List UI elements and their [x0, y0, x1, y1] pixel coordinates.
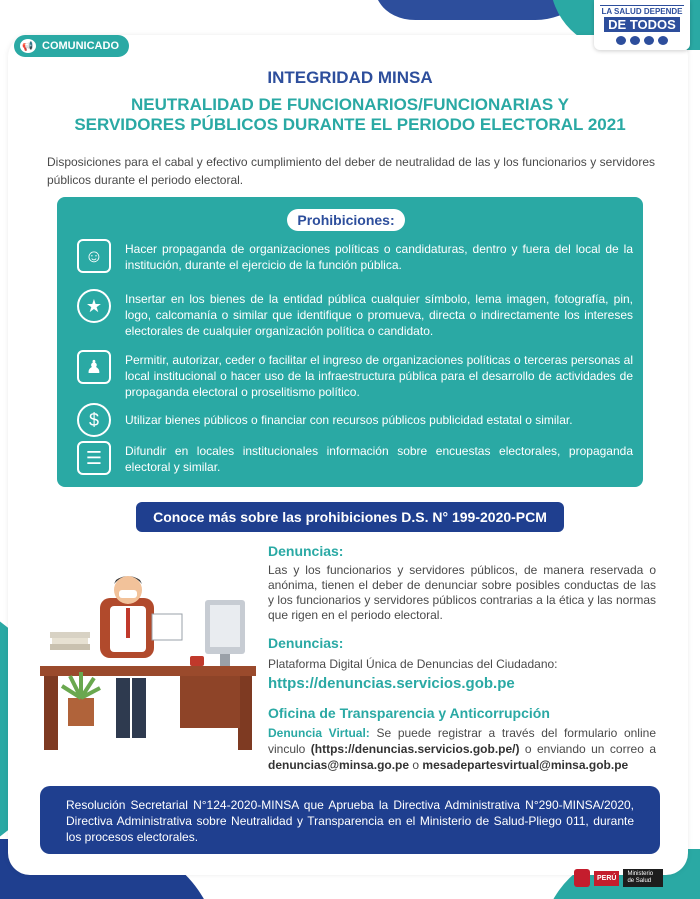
- denuncias-link[interactable]: https://denuncias.servicios.gob.pe: [268, 675, 515, 692]
- survey-icon: ☰: [77, 441, 111, 475]
- prohibition-item: [77, 441, 633, 475]
- page-subtitle: [20, 95, 680, 135]
- prohibition-text: Utilizar bienes públicos o financiar con recursos públicos publicidad estatal o similar.: [125, 413, 573, 427]
- prohibition-text: Difundir en locales institucionales información sobre encuestas electorales, propaganda electoral y similar.: [125, 444, 633, 474]
- prohibitions-panel: [57, 197, 643, 487]
- brand-line2: DE TODOS: [604, 17, 680, 32]
- megaphone-icon: 📢: [20, 39, 36, 53]
- page-title: INTEGRIDAD MINSA: [267, 68, 433, 87]
- brand-logo: [594, 0, 690, 50]
- country-label: PERÚ: [594, 871, 619, 886]
- meeting-room-icon: ♟: [77, 350, 111, 384]
- comunicado-badge: [14, 35, 129, 57]
- section-heading: Denuncias:: [268, 635, 344, 651]
- people-meeting-icon: ☺: [77, 239, 111, 273]
- conoce-mas-button[interactable]: Conoce más sobre las prohibiciones D.S. N° 199-2020-PCM: [136, 502, 564, 532]
- section-text: Plataforma Digital Única de Denuncias del Ciudadano:: [268, 657, 558, 671]
- section-text-part: Se puede registrar a través del formulario online vinculo: [268, 726, 656, 756]
- ministry-label: Ministerio de Salud: [623, 869, 663, 887]
- intro-text: Disposiciones para el cabal y efectivo cumplimiento del deber de neutralidad de las y los funcionarios y servidores públicos durante el periodo electoral.: [47, 155, 655, 187]
- coat-of-arms-icon: [574, 869, 590, 887]
- email-link[interactable]: mesadepartesvirtual@minsa.gob.pe: [422, 758, 629, 772]
- coins-icon: $: [77, 403, 111, 437]
- prohibition-text: Permitir, autorizar, ceder o facilitar el ingreso de organizaciones políticas o terceras personas al local institucional o hacer uso de la infraestructura pública para el desarrollo de actividades de propaganda electoral o proselitismo político.: [125, 353, 633, 399]
- prohibition-text: Insertar en los bienes de la entidad pública cualquier símbolo, lema imagen, fotografía, pin, logo, calcomanía o similar que identifique o promueva, directa o indirectamente los intereses electorales de cualquier organización política o candidato.: [125, 292, 633, 338]
- prohibitions-title: Prohibiciones:: [287, 209, 405, 231]
- denuncias-section-1: [268, 543, 656, 623]
- prohibition-text: Hacer propaganda de organizaciones políticas o candidaturas, dentro y fuera del local de la institución, durante el ejercicio de la función pública.: [125, 242, 633, 272]
- section-text: Las y los funcionarios y servidores públicos, de manera reservada o anónima, tienen el deber de denunciar sobre posibles conductas de las y los funcionarios y servidores públicos contrarias a la ética y las normas que rigen en el periodo electoral.: [268, 563, 656, 622]
- section-text-part: o: [409, 758, 423, 772]
- sticker-icon: ★: [77, 289, 111, 323]
- government-logo: [574, 869, 663, 887]
- form-link[interactable]: (https://denuncias.servicios.gob.pe/): [310, 742, 520, 756]
- brand-line1: LA SALUD DEPENDE: [601, 7, 683, 16]
- oficina-section: [268, 705, 656, 773]
- prohibition-item: [77, 239, 633, 273]
- section-heading: Oficina de Transparencia y Anticorrupción: [268, 705, 550, 721]
- badge-label: COMUNICADO: [42, 40, 119, 52]
- section-text: [268, 725, 656, 773]
- prohibition-item: [77, 289, 633, 339]
- denuncia-virtual-label: Denuncia Virtual:: [268, 726, 370, 740]
- subtitle-line1: NEUTRALIDAD DE FUNCIONARIOS/FUNCIONARIAS Y: [131, 95, 569, 114]
- section-text-part: o enviando un correo a: [519, 742, 657, 756]
- prohibition-item: [77, 350, 633, 400]
- prohibition-item: [77, 403, 633, 437]
- denuncias-section-2: [268, 635, 656, 692]
- section-heading: Denuncias:: [268, 543, 344, 559]
- brand-icons: [594, 36, 690, 45]
- subtitle-line2: SERVIDORES PÚBLICOS DURANTE EL PERIODO ELECTORAL 2021: [74, 115, 626, 134]
- office-worker-illustration: [40, 570, 260, 750]
- resolution-box: Resolución Secretarial N°124-2020-MINSA que Aprueba la Directiva Administrativa N°290-MINSA/2020, Directiva Administrativa sobre Neutralidad y Transparencia en el Ministerio de Salud-Pliego 011, durante los procesos electorales.: [40, 786, 660, 854]
- email-link[interactable]: denuncias@minsa.go.pe: [268, 758, 410, 772]
